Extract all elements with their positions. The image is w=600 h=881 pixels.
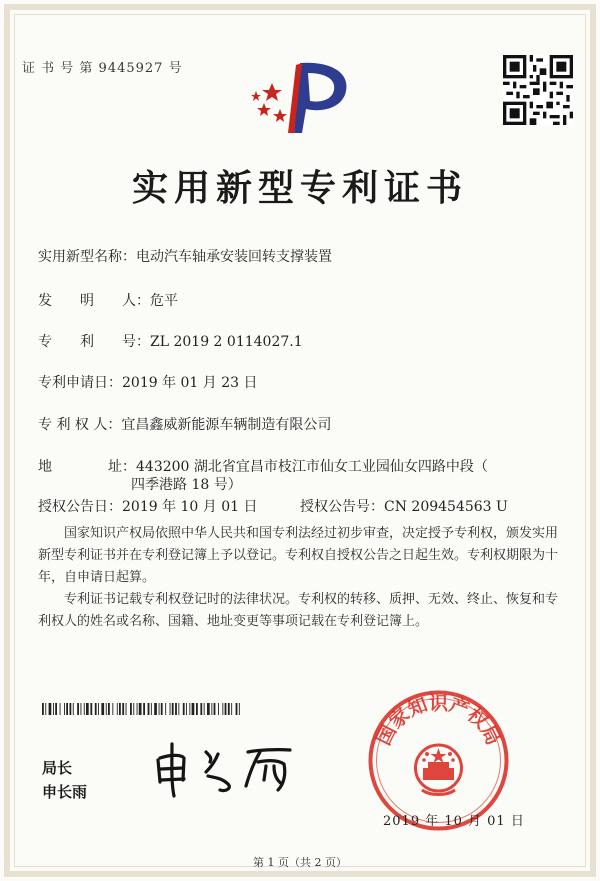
- certificate-number-label: 证 书 号 第: [22, 61, 94, 76]
- officer-title: 局长: [42, 759, 73, 777]
- patentee-label: 专 利 权 人：: [38, 417, 122, 433]
- address-value-line2: 四季港路 18 号）: [131, 477, 242, 493]
- grant-number-row: [300, 496, 508, 516]
- officer-name: 申长雨: [42, 783, 88, 801]
- inventor-value: 危平: [150, 293, 178, 309]
- filing-date-row: [38, 372, 258, 392]
- filing-date-label: 专利申请日：: [38, 375, 122, 391]
- patentee-row: [38, 414, 331, 434]
- patent-office-logo: [250, 55, 360, 140]
- certificate-number-value: 9445927: [98, 61, 164, 76]
- grant-date-value: 2019 年 10 月 01 日: [122, 499, 258, 515]
- inventor-label: 发 明 人：: [38, 293, 150, 309]
- grant-number-value: CN 209454563 U: [384, 499, 508, 515]
- patent-number-value: ZL 2019 2 0114027.1: [150, 334, 303, 350]
- barcode-icon: [42, 703, 242, 715]
- certificate-number: [22, 57, 183, 76]
- filing-date-value: 2019 年 01 月 23 日: [122, 375, 258, 391]
- patent-number-row: [38, 331, 303, 351]
- certificate-title: 实用新型专利证书: [131, 167, 468, 209]
- utility-model-name-label: 实用新型名称：: [38, 249, 136, 265]
- grant-statement-paragraph: 国家知识产权局依照中华人民共和国专利法经过初步审查，决定授予专利权，颁发实用新型专利证书并在专利登记簿上予以登记。专利权自授权公告之日起生效。专利权期限为十年，自申请日起算。: [38, 526, 559, 585]
- legal-status-paragraph: 专利证书记载专利权登记时的法律状况。专利权的转移、质押、无效、终止、恢复和专利权人的姓名或名称、国籍、地址变更等事项记载在专利登记簿上。: [38, 592, 559, 629]
- seal-text: 国家知识产权局: [372, 692, 505, 749]
- grant-date-row: [38, 496, 258, 516]
- seal-date: 2019 年 10 月 01 日: [383, 814, 525, 829]
- svg-text:国家知识产权局: [373, 692, 505, 749]
- certificate-number-suffix: 号: [168, 61, 183, 76]
- grant-date-label: 授权公告日：: [38, 499, 122, 515]
- grant-number-label: 授权公告号：: [300, 499, 384, 515]
- inventor-row: [38, 290, 178, 310]
- address-label: 地 址：: [38, 459, 136, 475]
- qr-code-icon: [503, 55, 573, 125]
- patent-number-label: 专 利 号：: [38, 334, 150, 350]
- page-indicator: 第 1 页（共 2 页）: [253, 856, 347, 869]
- utility-model-name-value: 电动汽车轴承安装回转支撑装置: [136, 249, 332, 265]
- address-row: [38, 456, 488, 476]
- patentee-value: 宜昌鑫威新能源车辆制造有限公司: [121, 417, 332, 433]
- address-value-line1: 443200 湖北省宜昌市枝江市仙女工业园仙女四路中段（: [136, 459, 488, 475]
- officer-signature: [150, 738, 310, 798]
- utility-model-name-row: [38, 246, 332, 266]
